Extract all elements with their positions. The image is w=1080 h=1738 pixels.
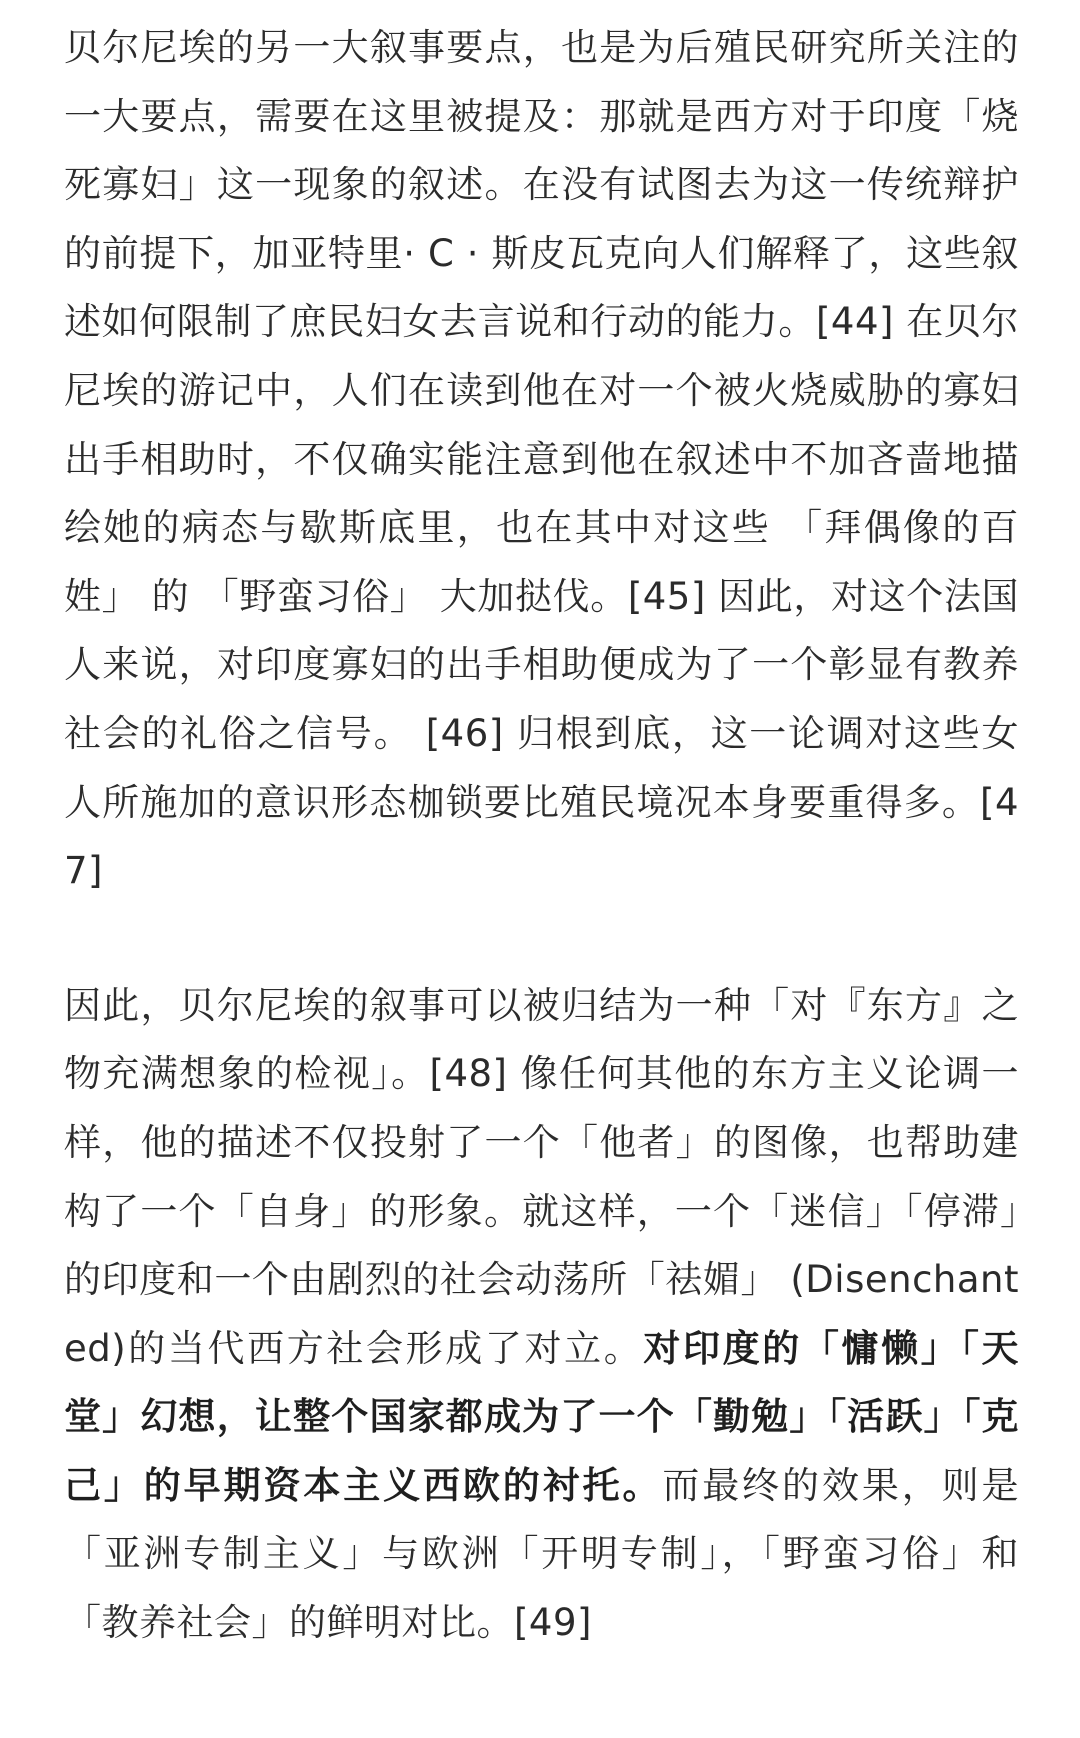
paragraph-2-text-a: 因此，贝尔尼埃的叙事可以被归结为一种「对『东方』之物充满想象的检视」。[48] 像任何其他的东方主义论调一样，他的描述不仅投射了一个「他者」的图像，也帮助建构了一个「自身」的形象。就这样，一个「迷信」「停滞」的印度和一个由剧烈的社会动荡所「祛媚」 (Disenchanted)的当代西方社会形成了对立。	[64, 983, 1019, 1370]
paragraph-2-text-b: 而最终的效果，则是「亚洲专制主义」与欧洲「开明专制」，「野蛮习俗」和「教养社会」的鲜明对比。[49]	[64, 1463, 1020, 1645]
paragraph-1-text: 贝尔尼埃的另一大叙事要点，也是为后殖民研究所关注的一大要点，需要在这里被提及：那就是西方对于印度「烧死寡妇」这一现象的叙述。在没有试图去为这一传统辩护的前提下，加亚特里· C · 斯皮瓦克向人们解释了，这些叙述如何限制了庶民妇女去言说和行动的能力。[44] 在贝尔尼埃的游记中，人们在读到他在对一个被火烧威胁的寡妇出手相助时，不仅确实能注意到他在叙述中不加吝啬地描绘她的病态与歇斯底里，也在其中对这些 「拜偶像的百姓」 的 「野蛮习俗」 大加挞伐。[45] 因此，对这个法国人来说，对印度寡妇的出手相助便成为了一个彰显有教养社会的礼俗之信号。 [46] 归根到底，这一论调对这些女人所施加的意识形态枷锁要比殖民境况本身要重得多。[47]	[64, 26, 1019, 893]
article-body	[64, 14, 1019, 1658]
paragraph-2	[64, 972, 1019, 1658]
paragraph-1	[64, 14, 1019, 906]
paragraph-2-bold-text: 对印度的「慵懒」「天堂」幻想，让整个国家都成为了一个「勤勉」「活跃」「克己」的早期资本主义西欧的衬托。	[64, 1326, 1020, 1507]
